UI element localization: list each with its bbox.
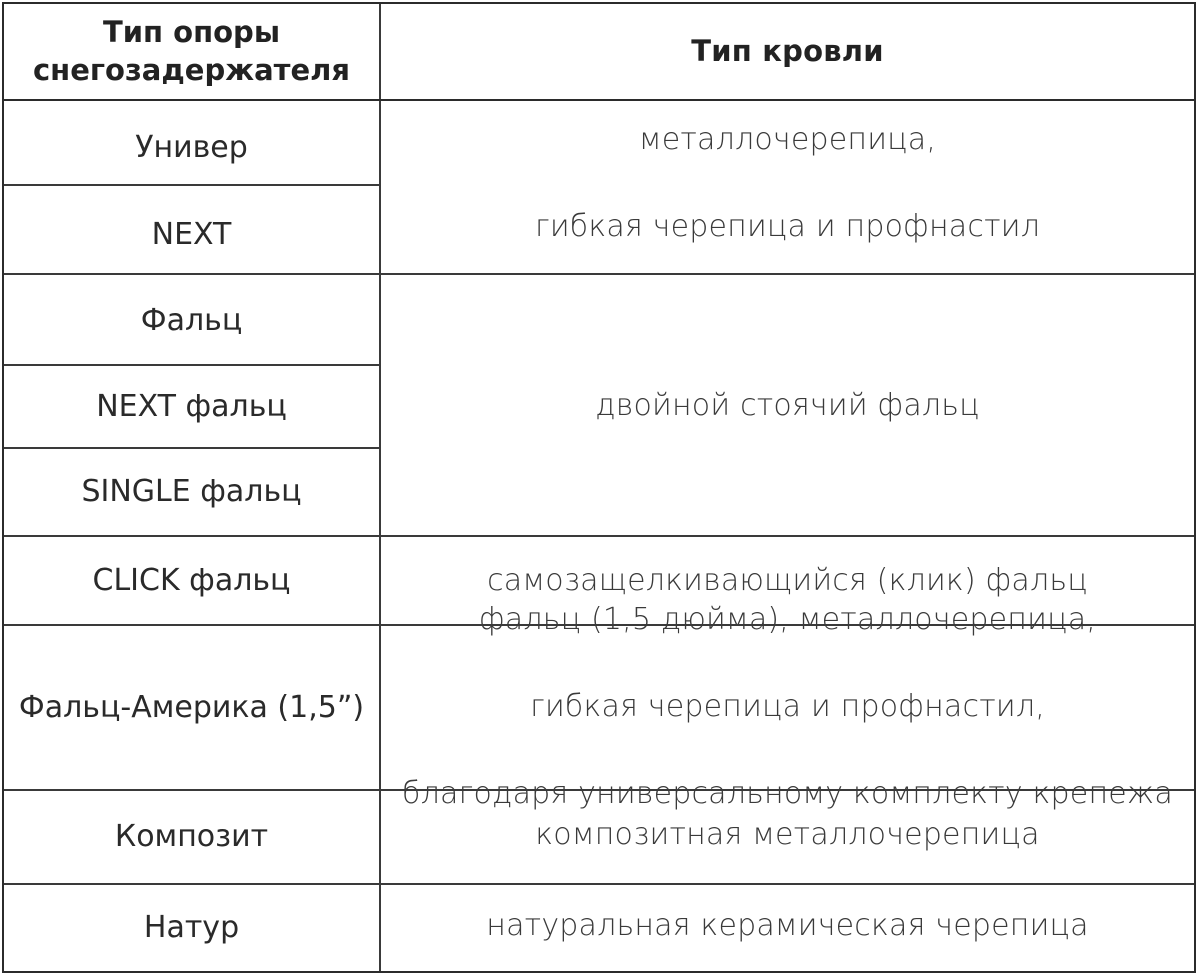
roof-cell-double-standing-seam (381, 275, 1194, 535)
support-cell-click-falts: CLICK фальц (92, 562, 291, 598)
roof-text-line: двойной стоячий фальц (595, 387, 980, 423)
support-cell-falts-america: Фальц-Америка (1,5”) (18, 689, 365, 725)
roof-text-line: металлочерепица, (638, 121, 937, 157)
support-cell-univer: Универ (135, 129, 248, 165)
roof-cell-metal-tile (381, 101, 1194, 273)
roof-text-line: гибкая черепица и профнастил, (530, 689, 1045, 725)
roof-cell-america-seam (381, 602, 1194, 812)
support-cell-kompozit: Композит (114, 819, 269, 854)
roof-text-line: гибкая черепица и профнастил (534, 208, 1041, 244)
support-cell-falts: Фальц (140, 302, 243, 338)
header-support-type-line2: снегозадержателя (32, 53, 350, 87)
header-roof-type: Тип кровли (691, 34, 884, 69)
roof-text-line: композитная металлочерепица (535, 816, 1040, 852)
roof-text-line: самозащелкивающийся (клик) фальц (487, 562, 1088, 598)
roof-text-line: фальц (1,5 дюйма), металлочерепица, (478, 602, 1097, 638)
roof-text-line: натуральная керамическая черепица (486, 907, 1089, 943)
roof-cell-ceramic-tile (381, 884, 1194, 966)
roof-text-line: благодаря универсальному комплекту крепежа (402, 776, 1173, 812)
support-cell-next-falts: NEXT фальц (96, 389, 287, 424)
header-support-type-line1: Тип опоры (102, 15, 281, 50)
support-cell-single-falts: SINGLE фальц (81, 474, 302, 509)
support-cell-next: NEXT (151, 217, 232, 252)
compatibility-table (2, 2, 1196, 973)
header-support-type (4, 4, 379, 100)
roof-cell-composite-tile (381, 790, 1194, 878)
support-cell-natur: Натур (143, 910, 240, 945)
